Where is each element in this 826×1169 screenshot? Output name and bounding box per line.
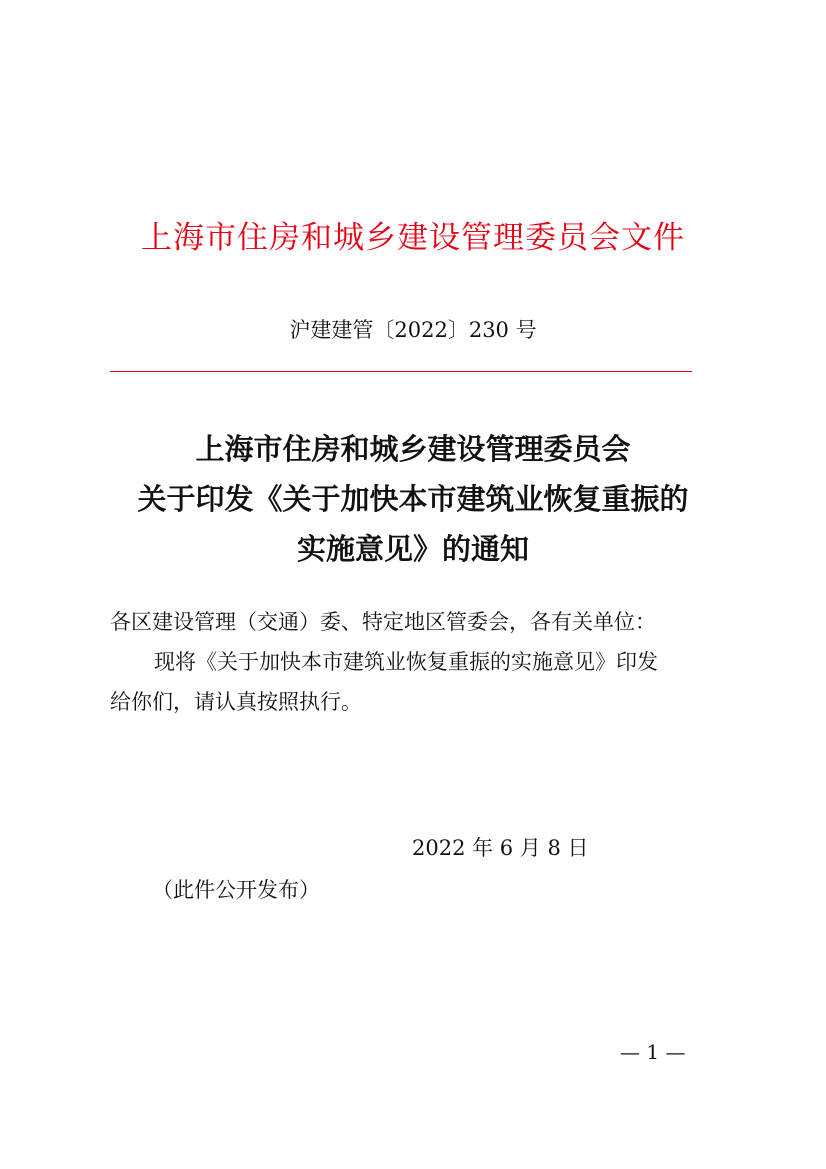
title-line-3: 实施意见》的通知 bbox=[296, 532, 529, 566]
issuing-authority-header: 上海市住房和城乡建设管理委员会文件 bbox=[141, 220, 685, 256]
red-divider-line bbox=[110, 371, 692, 372]
disclosure-note: （此件公开发布） bbox=[152, 878, 320, 902]
page-number: — 1 — bbox=[620, 1040, 686, 1064]
salutation: 各区建设管理（交通）委、特定地区管委会，各有关单位： bbox=[110, 610, 656, 634]
title-line-1: 上海市住房和城乡建设管理委员会 bbox=[195, 432, 631, 466]
document-body bbox=[110, 602, 720, 722]
document-number: 沪建建管〔2022〕230 号 bbox=[289, 318, 537, 342]
body-paragraph-line-2: 给你们，请认真按照执行。 bbox=[110, 690, 362, 714]
issue-date: 2022 年 6 月 8 日 bbox=[412, 836, 589, 860]
body-paragraph-line-1: 现将《关于加快本市建筑业恢复重振的实施意见》印发 bbox=[154, 650, 658, 674]
document-title bbox=[0, 424, 826, 574]
title-line-2: 关于印发《关于加快本市建筑业恢复重振的 bbox=[137, 482, 689, 516]
